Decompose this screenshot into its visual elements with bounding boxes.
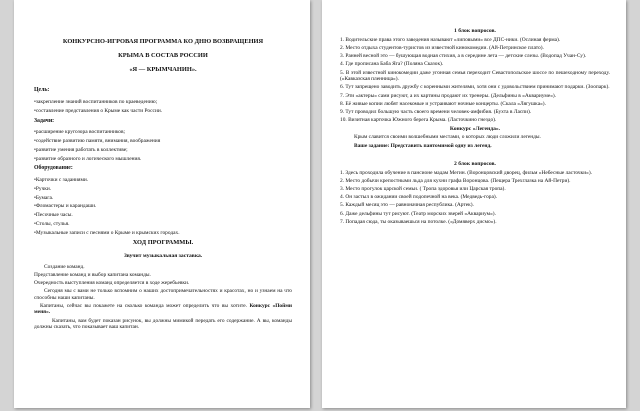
tasks-heading: Задачи: (34, 117, 55, 124)
equipment-item: •Музыкальные записи с песнями о Крыме и крымских городах. (34, 229, 180, 236)
block1-heading: 1 блок вопросов. (454, 28, 496, 34)
question: 7. Эти «актеры» сами рисуют, а их картины продают их тренеры. (Дельфины в «Аквариуме»). (340, 92, 557, 99)
equipment-item: •Карточки с заданиями. (34, 177, 89, 184)
paragraph: Капитаны, вам будет показан рисунок, вы должны мимикой передать его содержание. А вы, команды должны сказать, что показывает ваш капитан. (34, 317, 292, 331)
goal-item: •составление представления о Крыме как части России. (34, 107, 163, 114)
title-line-2: КРЫМА В СОСТАВ РОССИИ (118, 52, 208, 60)
task-item: •развитие умения работать в коллективе; (34, 146, 128, 153)
task-item: •расширение кругозора воспитанников; (34, 129, 125, 136)
question: 2. Место отдыха студентов-туристов из известной кинокомедии. (Ай-Петринское плато). (340, 44, 544, 51)
equipment-item: •Столы, стулья. (34, 220, 70, 227)
question: 3. Ранней весной это — бушующая водная стихия, а в середине лета — детские слезы. (Водопад Учан-Су). (340, 53, 587, 60)
question: 3. Место прогулок царской семьи. ( Тропа здоровья или Царская тропа). (340, 186, 506, 193)
legends-task-label: Ваше задание: (354, 142, 390, 149)
question: 5. В этой известной кинокомедии даже угонная семья переходит Севастопольское шоссе по пешеходному переходу. («Кавказская пленница»). (340, 69, 610, 83)
equipment-item: •Бумага. (34, 194, 54, 201)
question: 9. Тут проводил большую часть своего времени человек-амфибия. (Бухта в Ласпи). (340, 108, 532, 115)
legends-text: Крым славится своими волшебными местами, о которых люди сложили легенды. (354, 134, 541, 141)
equipment-item: •Фломастеры и карандаши. (34, 203, 97, 210)
question: 1. Здесь проходила обучение в пансионе мадам Мегин. (Воронцовский дворец, фильм «Небесные ласточки»). (340, 169, 592, 176)
question: 7. Попадая сюда, ты оказываешься на потолке. («Домяверх дисмо»). (340, 218, 497, 225)
paragraph-text: Капитаны, сейчас вы покажете на сколько команда может определить что вы хотите. (40, 302, 247, 309)
task-item: •развитие образного и логического мышления. (34, 155, 142, 162)
paragraph: Очередность выступления команд определяется в ходе жеребьевки. (34, 279, 190, 286)
equipment-heading: Оборудование: (34, 165, 73, 172)
equipment-item: •Песочные часы. (34, 212, 73, 219)
question: 1. Водительские права этого заведения называют «липовыми» все ДПС-ники. (Ослиная ферма). (340, 36, 561, 43)
legends-task (340, 143, 610, 150)
goal-heading: Цель: (34, 87, 50, 94)
left-page (14, 0, 310, 408)
question: 10. Визитная карточка Южного берега Крыма. (Ласточкино гнездо). (340, 117, 497, 124)
screensaver-line: Звучит музыкальная заставка. (123, 253, 203, 260)
contest-legends: Конкурс «Легенда». (449, 125, 501, 132)
question: 6. Тут запрещено заводить дружбу с коренными жителями, хотя они с удовольствием принимают подарки. (Зоопарк). (340, 84, 610, 91)
paragraph (34, 303, 292, 316)
question: 4. Где прописана Баба Яга? (Поляна Сказок). (340, 61, 444, 68)
right-page (322, 0, 626, 408)
task-item: •содействие развитию памяти, внимания, воображения (34, 138, 161, 145)
legends-task-text: Представить пантомимой одну из легенд. (390, 142, 492, 149)
question: 8. Её живые копии любят насекомые и устраивают ночные концерты. (Скала «Лягушка»). (340, 100, 546, 107)
equipment-item: •Ручки. (34, 185, 52, 192)
question: 6. Даже дельфины тут рисуют. (Театр морских зверей «Аквариум»). (340, 210, 496, 217)
goal-item: •закрепление знаний воспитанников по краеведению; (34, 99, 158, 106)
title-line-1: КОНКУРСНО-ИГРОВАЯ ПРОГРАММА КО ДНЮ ВОЗВРАЩЕНИЯ (62, 38, 264, 46)
question: 5. Каждый месяц это — равноначная республика. (Артек). (340, 202, 474, 209)
paragraph: Сегодня мы с вами не только вспомним о наших достопримечательностях и красотах, но и узнаем на что способны наши капитаны. (34, 288, 292, 301)
paragraph: Создание команд. (44, 263, 85, 270)
question: 2. Место добычи крепостными льда для кухни графа Воронцова. (Пещера Трехглазка на Ай-Петри). (340, 177, 571, 184)
question: 4. Он застыл в ожидании своей подопечной на века. (Медведь-гора). (340, 194, 498, 201)
program-heading: ХОД ПРОГРАММЫ. (132, 239, 194, 247)
title-line-3: «Я — КРЫМЧАНИН». (129, 66, 197, 74)
paragraph: Представление команд и выбор капитана команды. (34, 271, 151, 278)
block2-heading: 2 блок вопросов. (454, 160, 496, 167)
contest-pantomime: Конкурс «Пойми меня». (34, 302, 293, 316)
